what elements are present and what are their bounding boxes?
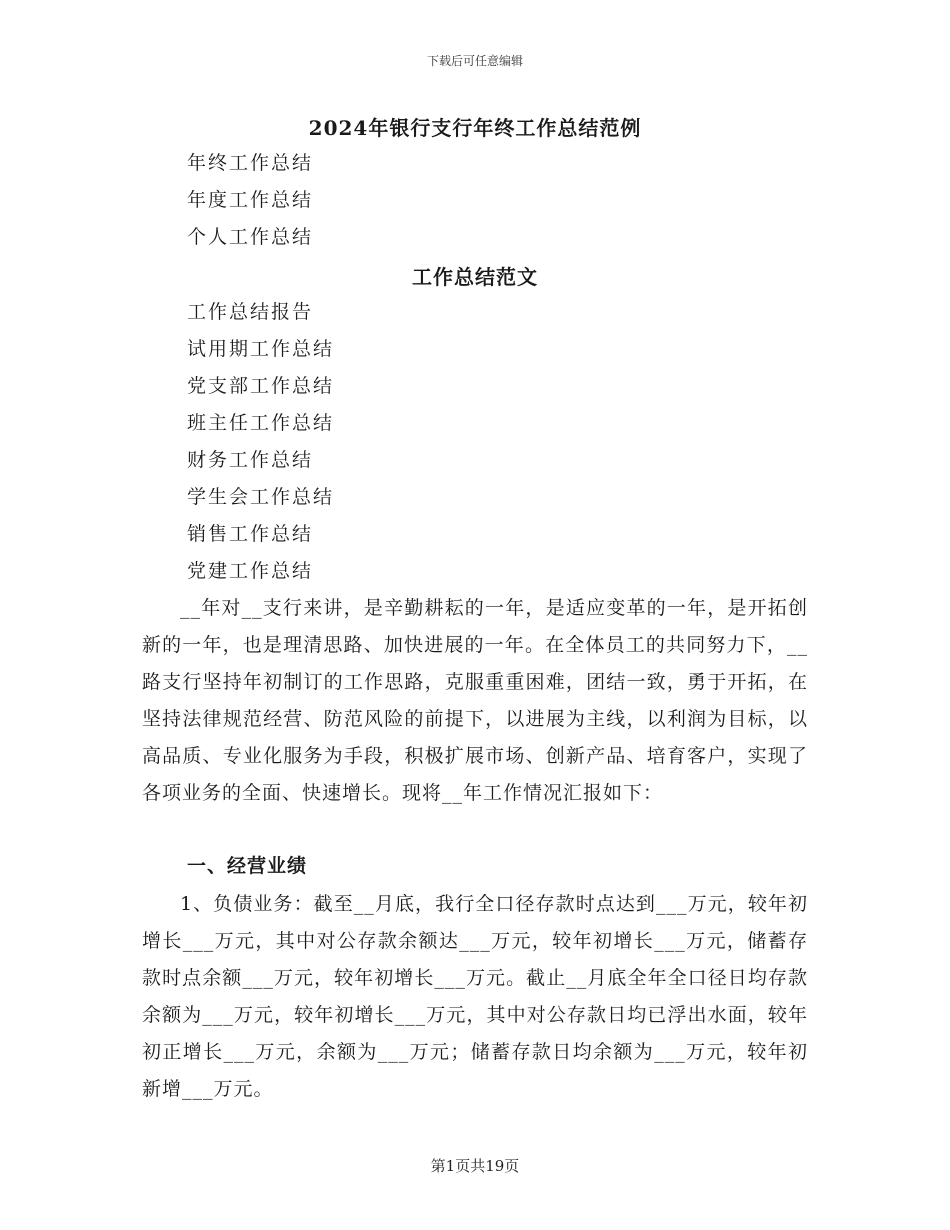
template-link[interactable]: 工作总结报告	[187, 301, 314, 323]
template-link[interactable]: 党支部工作总结	[187, 375, 335, 397]
template-link[interactable]: 财务工作总结	[187, 449, 314, 471]
template-link[interactable]: 班主任工作总结	[187, 412, 335, 434]
section-subtitle: 工作总结范文	[412, 265, 538, 289]
related-link[interactable]: 个人工作总结	[187, 226, 314, 248]
related-links-list	[187, 145, 313, 256]
header-note: 下载后可任意编辑	[426, 54, 523, 68]
template-link[interactable]: 试用期工作总结	[187, 338, 335, 360]
page-footer: 第1页共19页	[430, 1157, 520, 1175]
document-title: 2024年银行支行年终工作总结范例	[308, 116, 642, 140]
section-heading: 一、经营业绩	[187, 855, 308, 877]
related-link[interactable]: 年度工作总结	[187, 189, 314, 211]
intro-paragraph: __年对__支行来讲，是辛勤耕耘的一年，是适应变革的一年，是开拓创新的一年，也是理清思路、加快进展的一年。在全体员工的共同努力下，__路支行坚持年初制订的工作思路，克服重重困难，团结一致，勇于开拓，在坚持法律规范经营、防范风险的前提下，以进展为主线，以利润为目标，以高品质、专业化服务为手段，积极扩展市场、创新产品、培育客户，实现了各项业务的全面、快速增长。现将__年工作情况汇报如下：	[142, 597, 808, 804]
template-links-list	[187, 294, 334, 590]
template-link[interactable]: 学生会工作总结	[187, 486, 335, 508]
template-link[interactable]: 销售工作总结	[187, 523, 314, 545]
template-link[interactable]: 党建工作总结	[187, 560, 314, 582]
related-link[interactable]: 年终工作总结	[187, 152, 314, 174]
body-paragraph: 1、负债业务：截至__月底，我行全口径存款时点达到___万元，较年初增长___万元，其中对公存款余额达___万元，较年初增长___万元，储蓄存款时点余额___万元，较年初增长___万元。截止__月底全年全口径日均存款余额为___万元，较年初增长___万元，其中对公存款日均已浮出水面，较年初正增长___万元，余额为___万元；储蓄存款日均余额为___万元，较年初新增___万元。	[142, 893, 808, 1100]
